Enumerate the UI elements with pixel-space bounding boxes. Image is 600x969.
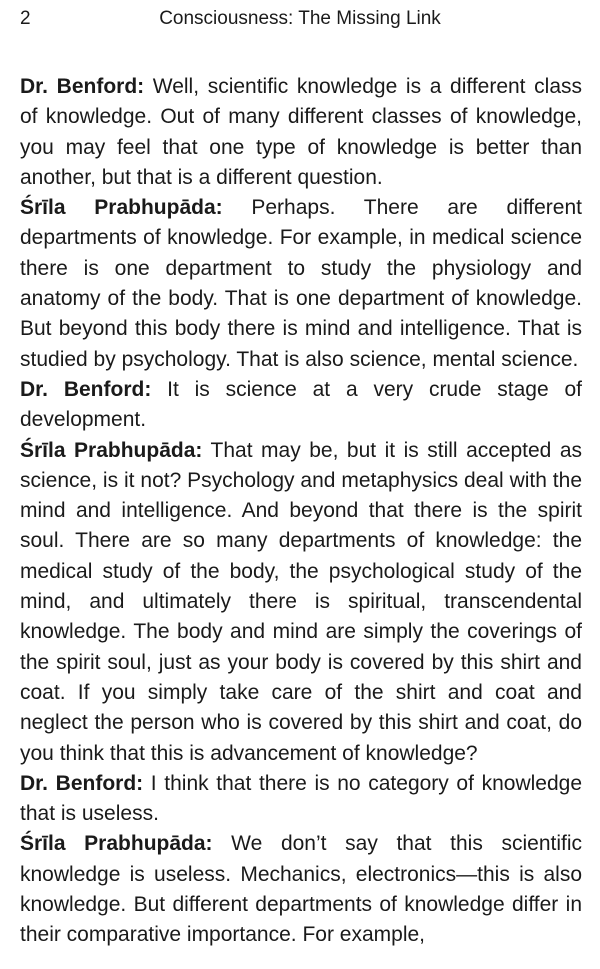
speaker-name: Dr. Benford: bbox=[20, 771, 144, 795]
speaker-name: Dr. Benford: bbox=[20, 377, 152, 401]
speaker-name: Śrīla Prabhupāda: bbox=[20, 832, 213, 856]
dialogue-paragraph bbox=[20, 769, 582, 830]
speech-text: I think that there is no category of knowledge that is useless. bbox=[20, 771, 582, 826]
dialogue-paragraph bbox=[20, 193, 582, 375]
dialogue-paragraph bbox=[20, 829, 582, 950]
dialogue-paragraph bbox=[20, 436, 582, 769]
speech-text: It is science at a very crude stage of development. bbox=[20, 377, 582, 432]
running-title: Consciousness: The Missing Link bbox=[159, 8, 441, 29]
speech-text: Well, scientific knowledge is a different class of knowledge. Out of many different classes of knowledge, you may feel that one type of knowledge is better than another, but that is a different question. bbox=[20, 75, 582, 189]
speech-text: Perhaps. There are different departments of knowledge. For example, in medical science there is one department to study the physiology and anatomy of the body. That is one department of knowledge. But beyond this body there is mind and intelligence. That is studied by psychology. That is also science, mental science. bbox=[20, 196, 582, 371]
speech-text: We don’t say that this scientific knowledge is useless. Mechanics, electronics—this is also knowledge. But different departments of knowledge differ in their comparative importance. For example, bbox=[20, 832, 582, 947]
dialogue-body bbox=[20, 72, 582, 951]
speech-text: That may be, but it is still accepted as science, is it not? Psychology and metaphysics deal with the mind and intelligence. And beyond that there is the spirit soul. There are so many departments of knowledge: the medical study of the body, the psychological study of the mind, and ultimately there is spiritual, transcendental knowledge. The body and mind are simply the coverings of the spirit soul, just as your body is covered by this shirt and coat. If you simply take care of the shirt and coat and neglect the person who is covered by this shirt and coat, do you think that this is advancement of knowledge? bbox=[20, 438, 582, 765]
dialogue-paragraph bbox=[20, 72, 582, 193]
speaker-name: Śrīla Prabhupāda: bbox=[20, 438, 203, 462]
running-head bbox=[20, 6, 580, 34]
page-number: 2 bbox=[20, 8, 31, 29]
speaker-name: Dr. Benford: bbox=[20, 75, 145, 98]
speaker-name: Śrīla Prabhupāda: bbox=[20, 196, 223, 220]
dialogue-paragraph bbox=[20, 375, 582, 436]
